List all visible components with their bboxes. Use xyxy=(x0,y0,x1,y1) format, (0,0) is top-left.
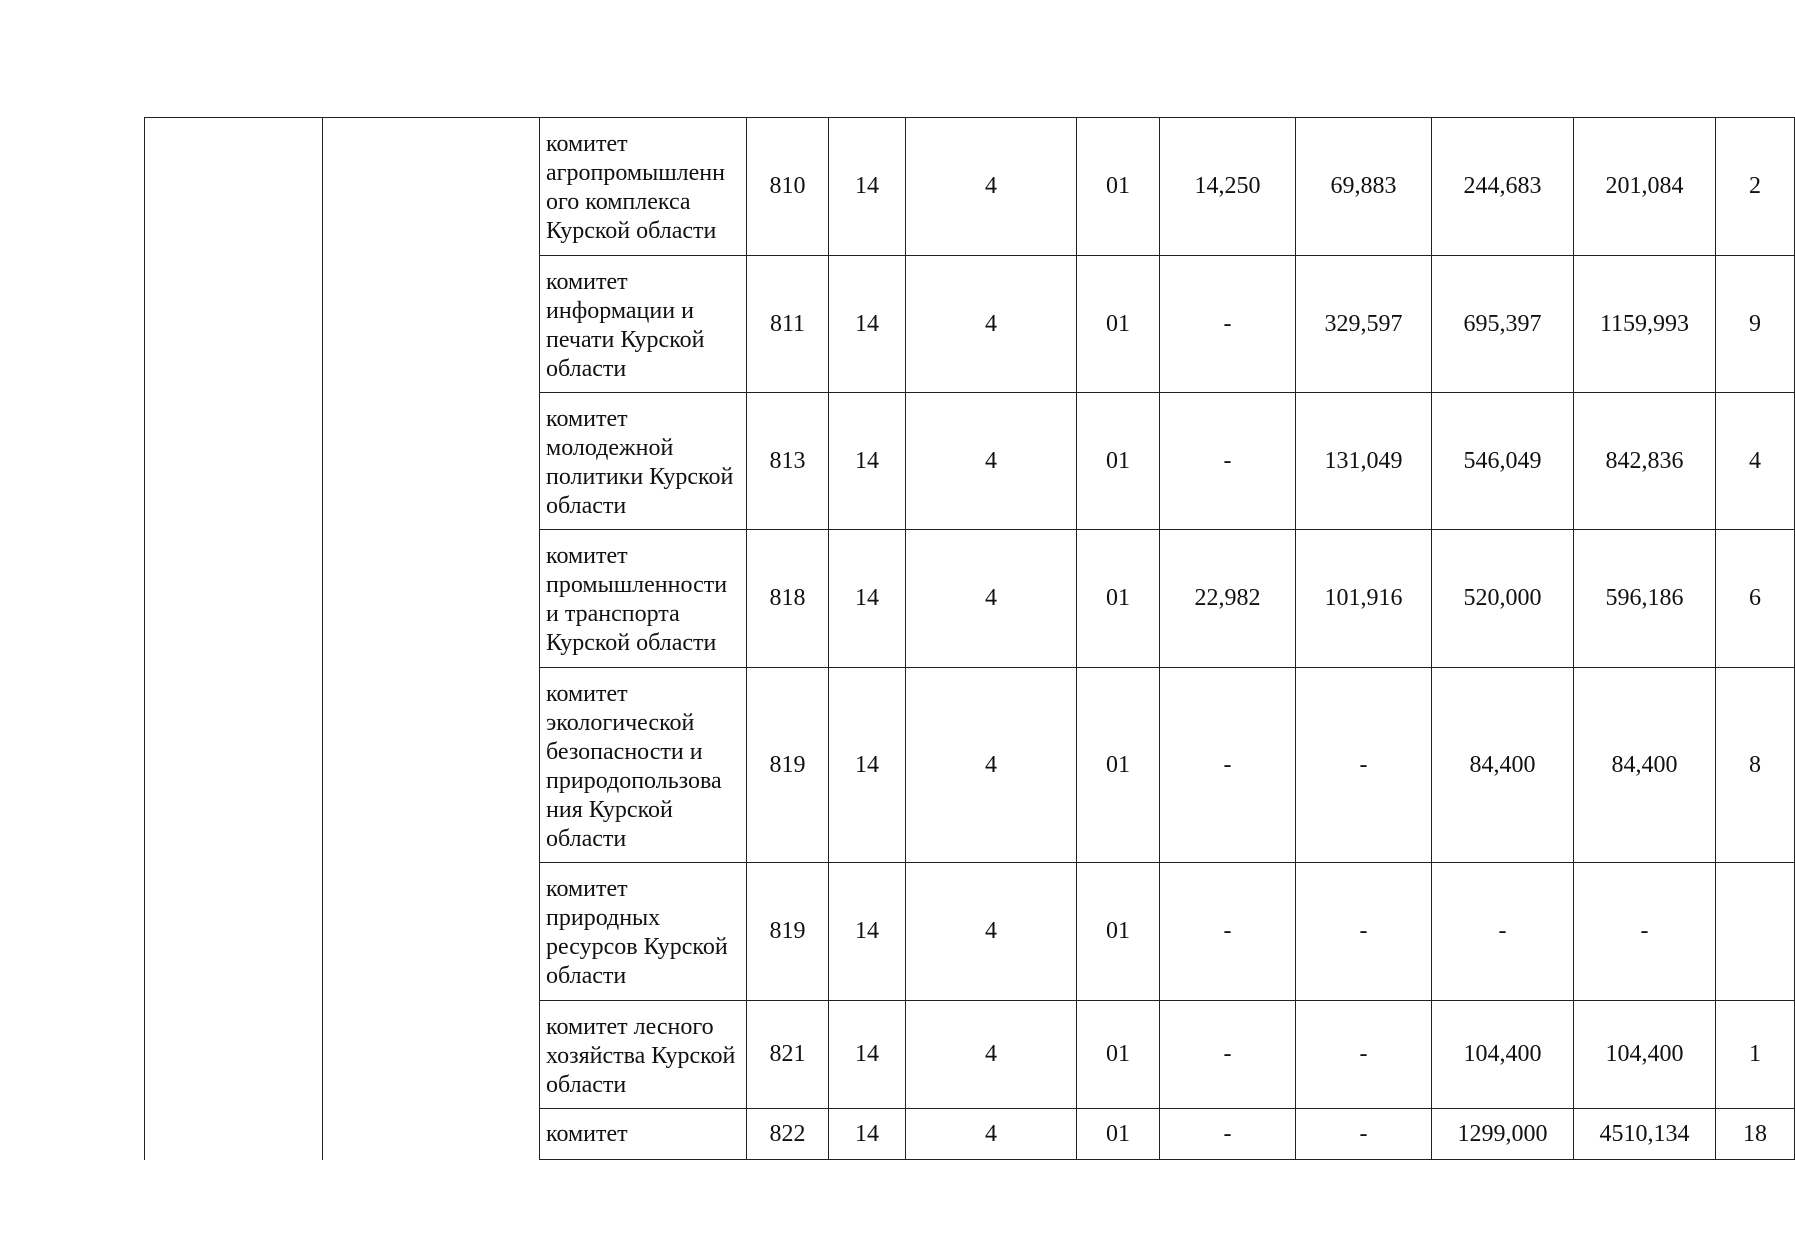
section-cell: 14 xyxy=(829,256,906,393)
value-cell-4: 84,400 xyxy=(1574,668,1716,863)
value-cell-4: 104,400 xyxy=(1574,1001,1716,1109)
value-cell-3: 84,400 xyxy=(1432,668,1574,863)
value-cell-4: 596,186 xyxy=(1574,530,1716,668)
section-cell: 14 xyxy=(829,863,906,1001)
item-cell: 01 xyxy=(1077,530,1160,668)
value-cell-1: - xyxy=(1160,393,1296,530)
item-cell: 01 xyxy=(1077,393,1160,530)
value-cell-5 xyxy=(1716,863,1795,1001)
value-cell-3: 244,683 xyxy=(1432,118,1574,256)
code-cell: 810 xyxy=(747,118,829,256)
organization-name-cell xyxy=(540,256,747,393)
organization-name-cell xyxy=(540,1109,747,1160)
subsection-cell: 4 xyxy=(906,863,1077,1001)
subsection-cell: 4 xyxy=(906,1109,1077,1160)
organization-name: комитет природных ресурсов Курской области xyxy=(546,876,728,989)
value-cell-5: 9 xyxy=(1716,256,1795,393)
item-cell: 01 xyxy=(1077,1109,1160,1160)
value-cell-2: 131,049 xyxy=(1296,393,1432,530)
organization-name-cell xyxy=(540,118,747,256)
organization-name-cell xyxy=(540,668,747,863)
value-cell-2: - xyxy=(1296,1001,1432,1109)
subsection-cell: 4 xyxy=(906,530,1077,668)
item-cell: 01 xyxy=(1077,256,1160,393)
item-cell: 01 xyxy=(1077,863,1160,1001)
organization-name: комитет промышленности и транспорта Курской области xyxy=(546,543,728,656)
subsection-cell: 4 xyxy=(906,1001,1077,1109)
code-cell: 813 xyxy=(747,393,829,530)
item-cell: 01 xyxy=(1077,1001,1160,1109)
value-cell-5: 2 xyxy=(1716,118,1795,256)
value-cell-1: 14,250 xyxy=(1160,118,1296,256)
code-cell: 819 xyxy=(747,668,829,863)
code-cell: 822 xyxy=(747,1109,829,1160)
section-cell: 14 xyxy=(829,1109,906,1160)
value-cell-3: 520,000 xyxy=(1432,530,1574,668)
organization-name-cell xyxy=(540,530,747,668)
section-cell: 14 xyxy=(829,118,906,256)
item-cell: 01 xyxy=(1077,668,1160,863)
value-cell-2: - xyxy=(1296,1109,1432,1160)
organization-name: комитет xyxy=(546,1120,628,1147)
table-body xyxy=(145,118,1795,1160)
value-cell-1: - xyxy=(1160,256,1296,393)
empty-column-1 xyxy=(145,118,323,1160)
empty-column-2 xyxy=(323,118,540,1160)
code-cell: 819 xyxy=(747,863,829,1001)
value-cell-5: 8 xyxy=(1716,668,1795,863)
code-cell: 818 xyxy=(747,530,829,668)
value-cell-3: 546,049 xyxy=(1432,393,1574,530)
subsection-cell: 4 xyxy=(906,256,1077,393)
value-cell-5: 1 xyxy=(1716,1001,1795,1109)
value-cell-2: - xyxy=(1296,863,1432,1001)
value-cell-2: 329,597 xyxy=(1296,256,1432,393)
value-cell-2: - xyxy=(1296,668,1432,863)
value-cell-4: 842,836 xyxy=(1574,393,1716,530)
organization-name: комитет информации и печати Курской области xyxy=(546,269,705,382)
subsection-cell: 4 xyxy=(906,118,1077,256)
value-cell-4: 1159,993 xyxy=(1574,256,1716,393)
organization-name-cell xyxy=(540,393,747,530)
item-cell: 01 xyxy=(1077,118,1160,256)
value-cell-4: 4510,134 xyxy=(1574,1109,1716,1160)
value-cell-5: 18 xyxy=(1716,1109,1795,1160)
value-cell-5: 6 xyxy=(1716,530,1795,668)
section-cell: 14 xyxy=(829,668,906,863)
value-cell-2: 101,916 xyxy=(1296,530,1432,668)
code-cell: 811 xyxy=(747,256,829,393)
value-cell-1: - xyxy=(1160,1001,1296,1109)
subsection-cell: 4 xyxy=(906,393,1077,530)
value-cell-4: 201,084 xyxy=(1574,118,1716,256)
value-cell-1: 22,982 xyxy=(1160,530,1296,668)
value-cell-2: 69,883 xyxy=(1296,118,1432,256)
value-cell-3: 695,397 xyxy=(1432,256,1574,393)
section-cell: 14 xyxy=(829,1001,906,1109)
value-cell-1: - xyxy=(1160,668,1296,863)
value-cell-3: 1299,000 xyxy=(1432,1109,1574,1160)
organization-name: комитет лесного хозяйства Курской области xyxy=(546,1014,736,1098)
organization-name-cell xyxy=(540,863,747,1001)
value-cell-1: - xyxy=(1160,863,1296,1001)
organization-name: комитет молодежной политики Курской области xyxy=(546,406,734,519)
organization-name: комитет агропромышленн ого комплекса Курской области xyxy=(546,131,725,244)
table-row xyxy=(145,118,1795,256)
section-cell: 14 xyxy=(829,530,906,668)
section-cell: 14 xyxy=(829,393,906,530)
value-cell-4: - xyxy=(1574,863,1716,1001)
subsection-cell: 4 xyxy=(906,668,1077,863)
value-cell-3: 104,400 xyxy=(1432,1001,1574,1109)
code-cell: 821 xyxy=(747,1001,829,1109)
organization-name: комитет экологической безопасности и природопользова ния Курской области xyxy=(546,681,722,852)
organization-name-cell xyxy=(540,1001,747,1109)
value-cell-1: - xyxy=(1160,1109,1296,1160)
budget-table xyxy=(144,117,1795,1160)
value-cell-3: - xyxy=(1432,863,1574,1001)
value-cell-5: 4 xyxy=(1716,393,1795,530)
